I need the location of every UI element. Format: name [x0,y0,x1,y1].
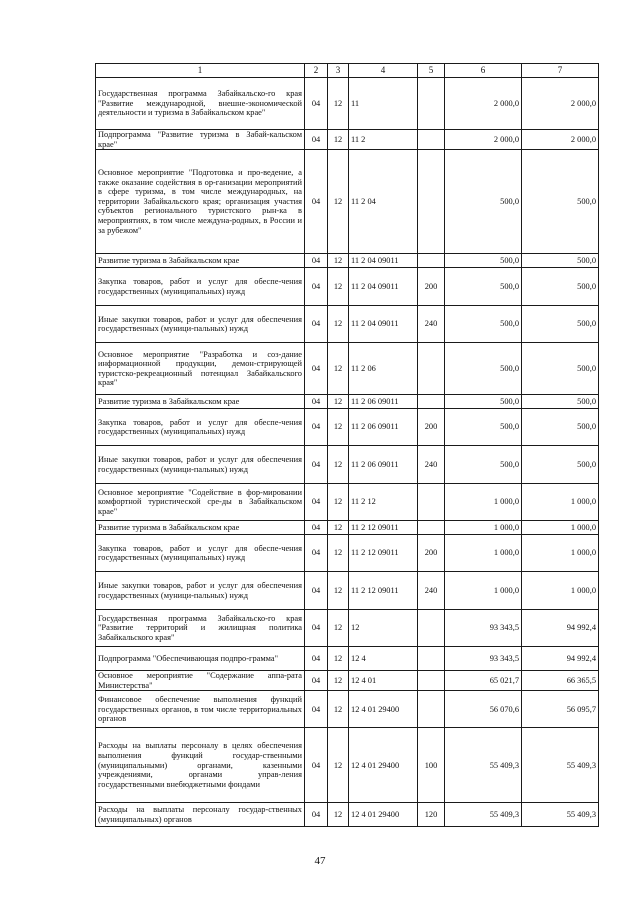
cell-name: Закупка товаров, работ и услуг для обеспе-чения государственных (муниципальных) нужд [96,409,305,446]
cell-subsection: 12 [328,610,349,647]
cell-amount-1: 500,0 [445,268,522,306]
cell-amount-2: 500,0 [522,446,599,484]
cell-target-code: 11 [349,78,418,130]
cell-name: Финансовое обеспечение выполнения функций государственных органов, в том числе территориальных органов [96,691,305,728]
cell-expense-type [418,150,445,254]
cell-expense-type: 120 [418,803,445,827]
cell-subsection: 12 [328,150,349,254]
cell-name: Расходы на выплаты персоналу государ-ственных (муниципальных) органов [96,803,305,827]
cell-amount-2: 500,0 [522,268,599,306]
cell-target-code: 12 4 01 [349,671,418,691]
cell-expense-type: 240 [418,446,445,484]
cell-subsection: 12 [328,306,349,343]
cell-target-code: 11 2 12 [349,484,418,521]
cell-name: Иные закупки товаров, работ и услуг для обеспечения государственных (муници-пальных) нужд [96,306,305,343]
cell-expense-type [418,671,445,691]
cell-name: Закупка товаров, работ и услуг для обеспе-чения государственных (муниципальных) нужд [96,535,305,572]
cell-expense-type [418,130,445,150]
cell-expense-type: 200 [418,535,445,572]
cell-name: Основное мероприятие "Разработка и соз-дание информационной продукции, демон-стрирующей туристско-рекреационный потенциал Забайкальского края" [96,343,305,395]
column-header: 2 [305,64,328,78]
table-row [96,671,599,691]
cell-amount-1: 500,0 [445,343,522,395]
cell-section: 04 [305,521,328,535]
cell-amount-1: 2 000,0 [445,130,522,150]
cell-amount-1: 500,0 [445,150,522,254]
cell-amount-1: 500,0 [445,395,522,409]
cell-target-code: 11 2 12 09011 [349,535,418,572]
cell-name: Развитие туризма в Забайкальском крае [96,521,305,535]
cell-amount-2: 56 095,7 [522,691,599,728]
cell-amount-2: 500,0 [522,306,599,343]
table-row [96,150,599,254]
table-row [96,647,599,671]
cell-amount-2: 94 992,4 [522,610,599,647]
cell-subsection: 12 [328,78,349,130]
table-row [96,572,599,610]
cell-target-code: 12 4 [349,647,418,671]
table-row [96,610,599,647]
cell-amount-1: 55 409,3 [445,728,522,803]
cell-expense-type [418,395,445,409]
cell-amount-1: 55 409,3 [445,803,522,827]
table-row [96,130,599,150]
cell-subsection: 12 [328,728,349,803]
cell-section: 04 [305,395,328,409]
cell-section: 04 [305,254,328,268]
cell-subsection: 12 [328,671,349,691]
table-row [96,728,599,803]
cell-amount-1: 500,0 [445,409,522,446]
cell-name: Развитие туризма в Забайкальском крае [96,254,305,268]
cell-target-code: 11 2 06 [349,343,418,395]
cell-amount-1: 500,0 [445,306,522,343]
table-row [96,521,599,535]
table-row [96,395,599,409]
cell-expense-type: 200 [418,268,445,306]
cell-name: Государственная программа Забайкальско-го края "Развитие территорий и жилищная политика Забайкальского края" [96,610,305,647]
cell-amount-1: 1 000,0 [445,484,522,521]
column-header: 1 [96,64,305,78]
cell-subsection: 12 [328,803,349,827]
cell-target-code: 12 4 01 29400 [349,803,418,827]
table-row [96,254,599,268]
cell-subsection: 12 [328,343,349,395]
column-header: 5 [418,64,445,78]
cell-section: 04 [305,78,328,130]
cell-amount-2: 55 409,3 [522,803,599,827]
cell-amount-1: 1 000,0 [445,535,522,572]
budget-table [95,63,599,827]
cell-subsection: 12 [328,268,349,306]
cell-target-code: 12 [349,610,418,647]
cell-section: 04 [305,484,328,521]
cell-target-code: 11 2 04 09011 [349,254,418,268]
cell-amount-2: 2 000,0 [522,78,599,130]
cell-section: 04 [305,647,328,671]
cell-amount-2: 2 000,0 [522,130,599,150]
cell-amount-1: 93 343,5 [445,647,522,671]
page-number: 47 [314,855,326,867]
cell-amount-2: 500,0 [522,395,599,409]
cell-name: Государственная программа Забайкальско-го края "Развитие международной, внешне-экономической деятельности и туризма в Забайкальском крае" [96,78,305,130]
cell-expense-type: 240 [418,306,445,343]
cell-amount-1: 2 000,0 [445,78,522,130]
cell-target-code: 11 2 [349,130,418,150]
cell-target-code: 11 2 04 [349,150,418,254]
cell-name: Основное мероприятие "Подготовка и про-ведение, а также оказание содействия в ор-ганизации мероприятий в сфере туризма, в том числе международных, на территории Забайкальского края; организация участия субъектов регионального туристского рын-ка в мероприятиях, в том числе междуна-родных, в России и за рубежом" [96,150,305,254]
cell-name: Закупка товаров, работ и услуг для обеспе-чения государственных (муниципальных) нужд [96,268,305,306]
table-row [96,268,599,306]
cell-section: 04 [305,306,328,343]
cell-name: Основное мероприятие "Содержание аппа-рата Министерства" [96,671,305,691]
column-header: 3 [328,64,349,78]
cell-section: 04 [305,535,328,572]
cell-target-code: 11 2 04 09011 [349,268,418,306]
cell-subsection: 12 [328,395,349,409]
column-header: 6 [445,64,522,78]
column-header: 7 [522,64,599,78]
cell-subsection: 12 [328,691,349,728]
table-row [96,306,599,343]
cell-subsection: 12 [328,647,349,671]
cell-amount-1: 500,0 [445,446,522,484]
cell-expense-type [418,343,445,395]
cell-target-code: 11 2 06 09011 [349,409,418,446]
cell-expense-type: 200 [418,409,445,446]
cell-expense-type [418,647,445,671]
cell-expense-type [418,78,445,130]
cell-section: 04 [305,572,328,610]
cell-target-code: 12 4 01 29400 [349,728,418,803]
cell-target-code: 11 2 04 09011 [349,306,418,343]
cell-amount-2: 1 000,0 [522,572,599,610]
cell-name: Основное мероприятие "Содействие в фор-мировании комфортной туристической сре-ды в Забайкальском крае" [96,484,305,521]
cell-amount-2: 94 992,4 [522,647,599,671]
cell-target-code: 11 2 12 09011 [349,572,418,610]
cell-section: 04 [305,671,328,691]
cell-expense-type [418,484,445,521]
table-header-row [96,64,599,78]
table-row [96,691,599,728]
cell-expense-type [418,610,445,647]
cell-name: Развитие туризма в Забайкальском крае [96,395,305,409]
cell-name: Иные закупки товаров, работ и услуг для обеспечения государственных (муници-пальных) нужд [96,572,305,610]
table-row [96,343,599,395]
cell-name: Иные закупки товаров, работ и услуг для обеспечения государственных (муници-пальных) нужд [96,446,305,484]
cell-target-code: 11 2 12 09011 [349,521,418,535]
cell-section: 04 [305,691,328,728]
cell-subsection: 12 [328,130,349,150]
cell-amount-1: 1 000,0 [445,572,522,610]
cell-amount-2: 500,0 [522,409,599,446]
cell-expense-type: 100 [418,728,445,803]
cell-section: 04 [305,130,328,150]
cell-amount-2: 500,0 [522,254,599,268]
cell-amount-2: 1 000,0 [522,535,599,572]
table-row [96,78,599,130]
cell-name: Подпрограмма "Развитие туризма в Забай-кальском крае" [96,130,305,150]
cell-subsection: 12 [328,446,349,484]
cell-section: 04 [305,728,328,803]
cell-section: 04 [305,803,328,827]
cell-subsection: 12 [328,409,349,446]
cell-target-code: 11 2 06 09011 [349,446,418,484]
table-row [96,535,599,572]
table-body [96,64,599,827]
cell-expense-type [418,254,445,268]
cell-subsection: 12 [328,484,349,521]
cell-expense-type [418,521,445,535]
cell-subsection: 12 [328,572,349,610]
cell-section: 04 [305,150,328,254]
cell-amount-2: 500,0 [522,150,599,254]
cell-amount-1: 1 000,0 [445,521,522,535]
cell-section: 04 [305,268,328,306]
cell-subsection: 12 [328,535,349,572]
cell-subsection: 12 [328,521,349,535]
table-row [96,484,599,521]
cell-name: Подпрограмма "Обеспечивающая подпро-грамма" [96,647,305,671]
cell-section: 04 [305,409,328,446]
cell-amount-1: 65 021,7 [445,671,522,691]
cell-amount-2: 66 365,5 [522,671,599,691]
cell-expense-type: 240 [418,572,445,610]
cell-expense-type [418,691,445,728]
cell-subsection: 12 [328,254,349,268]
cell-amount-1: 93 343,5 [445,610,522,647]
table-row [96,409,599,446]
cell-amount-2: 1 000,0 [522,484,599,521]
cell-amount-1: 56 070,6 [445,691,522,728]
cell-target-code: 11 2 06 09011 [349,395,418,409]
cell-section: 04 [305,610,328,647]
table-row [96,446,599,484]
cell-name: Расходы на выплаты персоналу в целях обеспечения выполнения функций государ-ственными (муниципальными) органами, казенными учреждениями, органами управ-ления государственными внебюджетными фондами [96,728,305,803]
cell-amount-2: 55 409,3 [522,728,599,803]
cell-amount-2: 500,0 [522,343,599,395]
cell-target-code: 12 4 01 29400 [349,691,418,728]
cell-section: 04 [305,343,328,395]
cell-amount-1: 500,0 [445,254,522,268]
column-header: 4 [349,64,418,78]
cell-section: 04 [305,446,328,484]
cell-amount-2: 1 000,0 [522,521,599,535]
table-row [96,803,599,827]
